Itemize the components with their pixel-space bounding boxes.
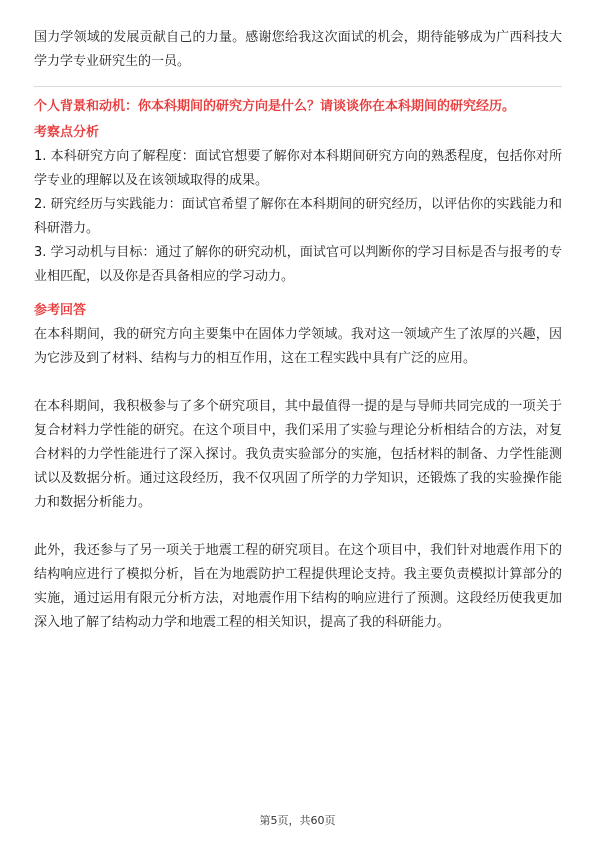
answer-paragraph-2: 在本科期间，我积极参与了多个研究项目，其中最值得一提的是与导师共同完成的一项关于复合材料力学性能的研究。在这个项目中，我们采用了实验与理论分析相结合的方法，对复合材料的力学性能进行了深入探讨。我负责实验部分的实施，包括材料的制备、力学性能测试以及数据分析。通过这段经历，我不仅巩固了所学的力学知识，还锻炼了我的实验操作能力和数据分析能力。 — [34, 399, 562, 510]
analysis-item-3: 3. 学习动机与目标：通过了解你的研究动机，面试官可以判断你的学习目标是否与报考的专业相匹配，以及你是否具备相应的学习动力。 — [34, 245, 562, 284]
answer-paragraph-1: 在本科期间，我的研究方向主要集中在固体力学领域。我对这一领域产生了浓厚的兴趣，因为它涉及到了材料、结构与力的相互作用，这在工程实践中具有广泛的应用。 — [34, 327, 562, 366]
page-content — [34, 26, 562, 635]
page-number-footer: 第5页，共60页 — [259, 814, 336, 827]
analysis-item-1: 1. 本科研究方向了解程度：面试官想要了解你对本科期间研究方向的熟悉程度，包括你对所学专业的理解以及在该领域取得的成果。 — [34, 149, 562, 188]
answer-paragraph-3: 此外，我还参与了另一项关于地震工程的研究项目。在这个项目中，我们针对地震作用下的结构响应进行了模拟分析，旨在为地震防护工程提供理论支持。我主要负责模拟计算部分的实施，通过运用有限元分析方法，对地震作用下结构的响应进行了预测。这段经历使我更加深入地了解了结构动力学和地震工程的相关知识，提高了我的科研能力。 — [34, 543, 562, 630]
analysis-item-2: 2. 研究经历与实践能力：面试官希望了解你在本科期间的研究经历，以评估你的实践能力和科研潜力。 — [34, 197, 562, 236]
answer-heading: 参考回答 — [34, 303, 87, 318]
analysis-list — [34, 145, 562, 289]
section-divider — [34, 86, 562, 87]
intro-paragraph: 国力学领域的发展贡献自己的力量。感谢您给我这次面试的机会，期待能够成为广西科技大学力学专业研究生的一员。 — [34, 30, 562, 69]
analysis-heading: 考察点分析 — [34, 125, 100, 140]
interview-question: 个人背景和动机：你本科期间的研究方向是什么？请谈谈你在本科期间的研究经历。 — [34, 99, 516, 114]
